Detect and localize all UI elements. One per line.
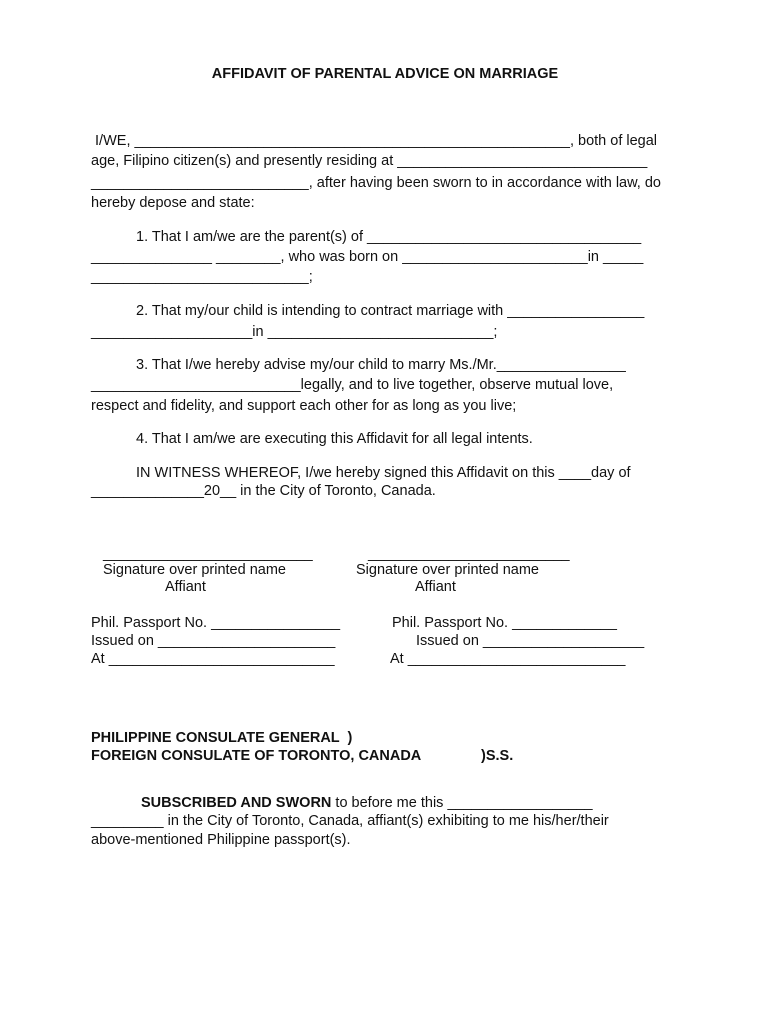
jurat-line-2: _________ in the City of Toronto, Canada, affiant(s) exhibiting to me his/her/their xyxy=(91,813,609,829)
issued-on-field: Issued on ____________________ xyxy=(416,633,645,649)
jurat-bold-text: SUBSCRIBED AND SWORN xyxy=(141,795,332,811)
affiant-label: Affiant xyxy=(415,579,456,595)
witness-line-2: ______________20__ in the City of Toronto, Canada. xyxy=(91,483,436,499)
item-1-line-1: 1. That I am/we are the parent(s) of __________________________________ xyxy=(136,229,642,245)
venue-line-1: PHILIPPINE CONSULATE GENERAL ) xyxy=(91,730,353,746)
signature-line: _________________________ xyxy=(368,546,570,562)
passport-number-field: Phil. Passport No. _____________ xyxy=(392,615,617,631)
item-4-line-1: 4. That I am/we are executing this Affidavit for all legal intents. xyxy=(136,431,533,447)
issued-at-field: At ____________________________ xyxy=(91,651,335,667)
jurat-line-3: above-mentioned Philippine passport(s). xyxy=(91,832,351,848)
passport-number-field: Phil. Passport No. ________________ xyxy=(91,615,341,631)
venue-ss: )S.S. xyxy=(481,748,514,764)
jurat-line-1 xyxy=(141,793,593,813)
item-1-line-2: _______________ ________, who was born on _______________________in _____ xyxy=(91,249,644,265)
affiant-label: Affiant xyxy=(165,579,206,595)
signature-line: __________________________ xyxy=(103,546,313,562)
intro-line-3: ___________________________, after having been sworn to in accordance with law, do xyxy=(91,175,661,191)
witness-line-1: IN WITNESS WHEREOF, I/we hereby signed this Affidavit on this ____day of xyxy=(136,465,631,481)
item-1-line-3: ___________________________; xyxy=(91,269,313,285)
signature-label: Signature over printed name xyxy=(103,562,286,578)
document-title: AFFIDAVIT OF PARENTAL ADVICE ON MARRIAGE xyxy=(211,66,559,82)
item-2-line-1: 2. That my/our child is intending to contract marriage with _________________ xyxy=(136,303,645,319)
item-3-line-3: respect and fidelity, and support each other for as long as you live; xyxy=(91,398,517,414)
issued-on-field: Issued on ______________________ xyxy=(91,633,336,649)
signature-label: Signature over printed name xyxy=(356,562,539,578)
intro-line-2: age, Filipino citizen(s) and presently residing at _______________________________ xyxy=(91,153,648,169)
item-2-line-2: ____________________in ____________________________; xyxy=(91,324,498,340)
intro-line-4: hereby depose and state: xyxy=(91,195,255,211)
issued-at-field: At ___________________________ xyxy=(390,651,626,667)
venue-line-2: FOREIGN CONSULATE OF TORONTO, CANADA xyxy=(91,748,422,764)
item-3-line-1: 3. That I/we hereby advise my/our child to marry Ms./Mr.________________ xyxy=(136,357,626,373)
intro-line-1: I/WE, ______________________________________________________, both of legal xyxy=(91,133,658,149)
jurat-text: to before me this __________________ xyxy=(331,795,593,811)
item-3-line-2: __________________________legally, and to live together, observe mutual love, xyxy=(91,377,614,393)
